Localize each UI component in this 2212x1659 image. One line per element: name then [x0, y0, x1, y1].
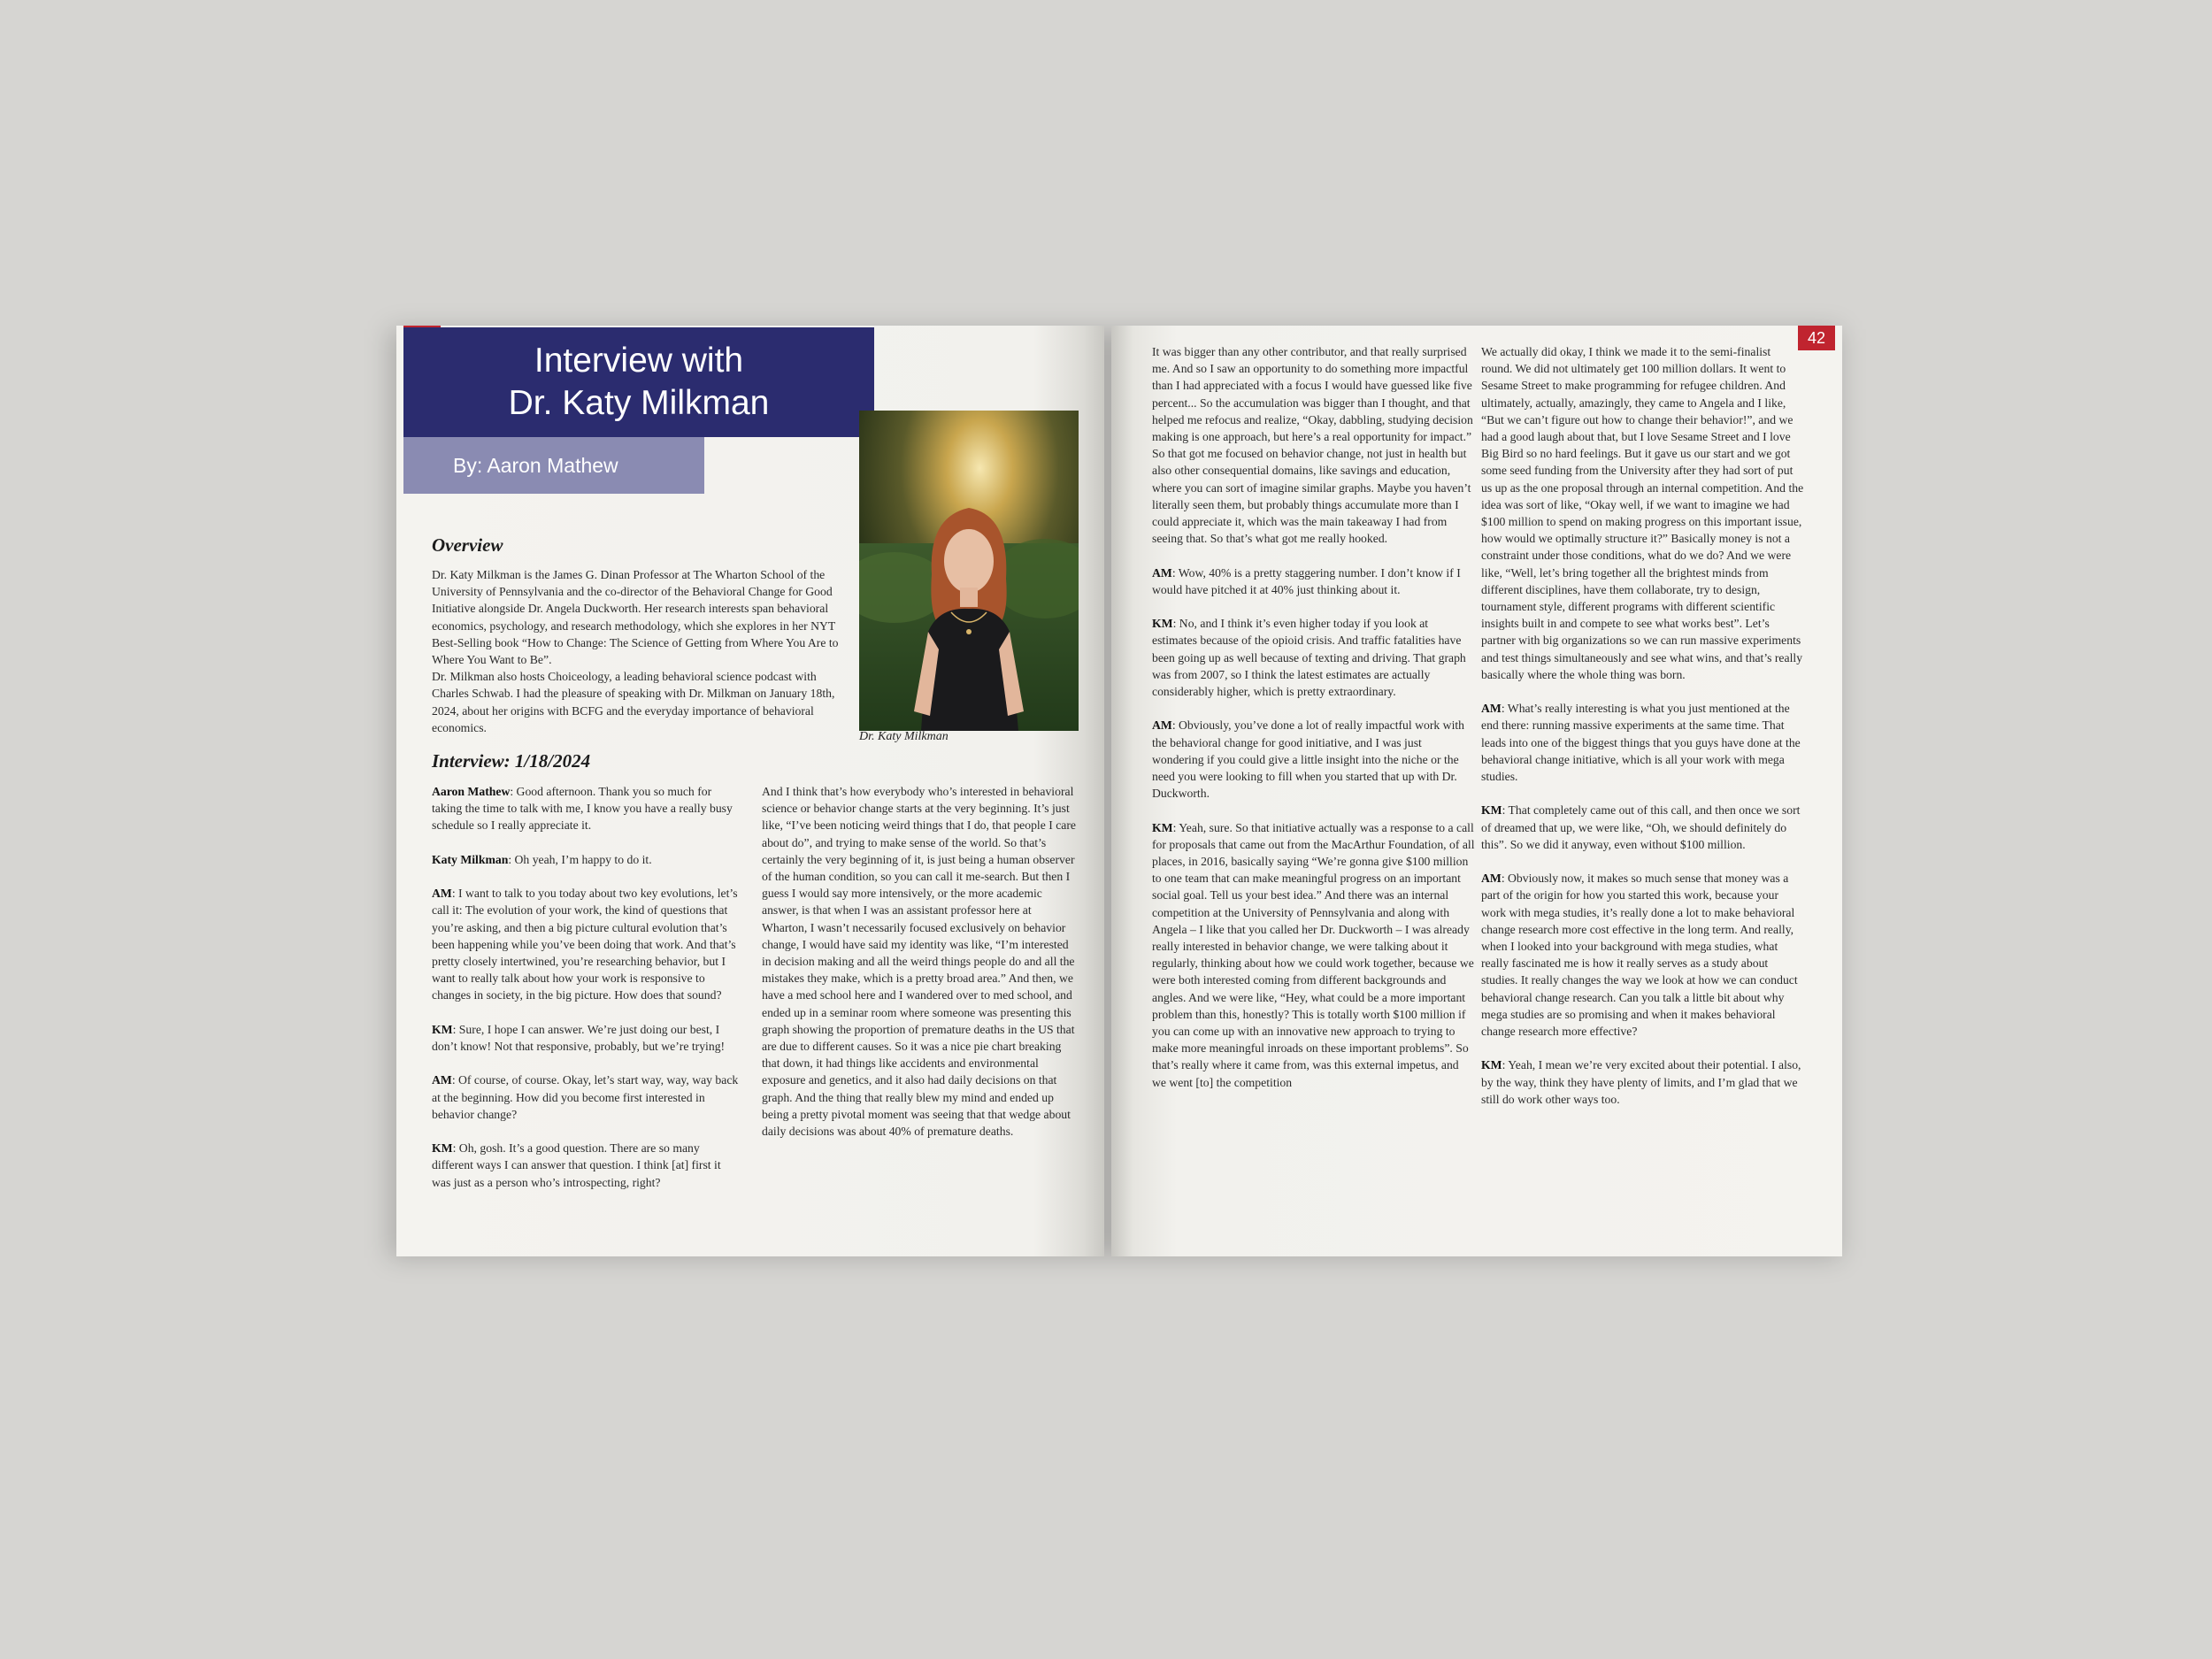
qa-paragraph: We actually did okay, I think we made it to the semi-finalist round. We did not ultimately get 100 million dollars. It went to Sesame Street to make programming for refugee children. And ultimately, actually, amazingly, they came to Angela and I like, “But we can’t figure out how to change their behavior!”, and we had a good laugh about that, but I love Sesame Street and I love Big Bird so no hard feelings. But it gave us our start and we got some seed funding from the University after they had sort of put us up as the one proposal through an internal competition. And the idea was sort of like, “Okay well, if we want to imagine we had $100 million to spend on making progress on this important issue, how would we optimally structure it?” Basically money is not a constraint under those conditions, what do we do? And we were like, “Well, let’s bring together all the brightest minds from different disciplines, have them collaborate, try to design, tournament style, different programs with different scientific insights built in and compete to see what works best”. Let’s partner with big organizations so we can run massive experiments and test things simultaneously and see what wins, and that’s really basically where the whole thing was born. — [1481, 345, 1804, 681]
qa-paragraph: It was bigger than any other contributor, and that really surprised me. And so I saw an opportunity to do something more impactful than I had appreciated with a focus I would have guessed like five percent... So the accumulation was bigger than I thought, and that helped me refocus and realize, “Okay, dabbling, studying decision making is one approach, but here’s a real opportunity for impact.” So that got me focused on behavior change, not just in health but also other consequential domains, like savings and education, where you can sort of imagine similar graphs. Maybe you haven’t literally seen them, but probably things accumulate more than I could appreciate it, which was the main takeaway I had from seeing that. So that’s what got me really hooked. — [1152, 345, 1473, 546]
qa-paragraph: Aaron Mathew: Good afternoon. Thank you so much for taking the time to talk with me, I know you have a really busy schedule so I really appreciate it. — [432, 785, 733, 833]
qa-paragraph: AM: What’s really interesting is what you just mentioned at the end there: running massive experiments at the same time. That leads into one of the biggest things that you guys have done at the behavioral change initiative, which is all your work with mega studies. — [1481, 702, 1801, 784]
overview-paragraph-1: Dr. Katy Milkman is the James G. Dinan Professor at The Wharton School of the University of Pennsylvania and the co-director of the Behavioral Change for Good Initiative alongside Dr. Angela Duckworth. Her research interests span behavioral economics, psychology, and research methodology, which she explores in her NYT Best-Selling book “How to Change: The Science of Getting from Where You Are to Where You Want to Be”. — [432, 568, 839, 667]
byline: By: Aaron Mathew — [403, 437, 704, 494]
left-column-2 — [762, 783, 1079, 1140]
qa-paragraph: AM: I want to talk to you today about two key evolutions, let’s call it: The evolution of your work, the kind of questions that you’re asking, and then a big picture cultural evolution that’s been happening while you’ve been doing that work. And that’s pretty closely intertwined, you’re researching behavior, but I want to really talk about how your work is responsive to changes in society, in the big picture. How does that sound? — [432, 887, 738, 1002]
qa-paragraph: KM: Yeah, I mean we’re very excited about their potential. I also, by the way, think they have plenty of limits, and I’m glad that we still do work other ways too. — [1481, 1058, 1801, 1106]
qa-paragraph: KM: Sure, I hope I can answer. We’re just doing our best, I don’t know! Not that responsive, probably, but we’re trying! — [432, 1022, 726, 1053]
qa-paragraph: AM: Of course, of course. Okay, let’s start way, way, way back at the beginning. How did you become first interested in behavior change? — [432, 1073, 739, 1121]
qa-paragraph: And I think that’s how everybody who’s interested in behavioral science or behavior change starts at the very beginning. It’s just like, “I’ve been noticing weird things that I do, that people I care about do”, and trying to make sense of the world. So that’s certainly the very beginning of it, is just being a human observer of the human condition, so you can call it me-search. But then I guess I would say more intensively, or the more academic answer, is that when I was an assistant professor here at Wharton, I wasn’t necessarily focused exclusively on behavior change, I would have said my identity was like, “I’m interested in decision making and all the weird things people do and all the mistakes they make, which is a pretty broad area.” And then, we have a med school here and I wandered over to med school, and ended up in a seminar room where someone was presenting this graph showing the proportion of premature deaths in the US that are due to different causes. So it was a nice pie chart breaking that down, it had things like accidents and environmental exposure and genetics, and it also had daily decisions on that graph. And the thing that really blew my mind and ended up being a pretty pivotal moment was seeing that that wedge about daily decisions was about 40% of premature deaths. — [762, 785, 1076, 1139]
left-page — [396, 326, 1104, 1256]
title-line-2: Dr. Katy Milkman — [508, 384, 770, 422]
qa-paragraph: KM: No, and I think it’s even higher today if you look at estimates because of the opioid crisis. And traffic fatalities have been going up as well because of texting and driving. That graph was from 2007, so I think the latest estimates are actually considerably higher, which is pretty extraordinary. — [1152, 617, 1466, 699]
right-page — [1111, 326, 1842, 1256]
right-column-2 — [1481, 343, 1804, 1125]
portrait-photo — [859, 411, 1079, 731]
title-line-1: Interview with — [534, 342, 744, 380]
article-title — [403, 327, 874, 437]
qa-paragraph: AM: Wow, 40% is a pretty staggering number. I don’t know if I would have pitched it at 40% just thinking about it. — [1152, 565, 1461, 596]
qa-paragraph: KM: That completely came out of this call, and then once we sort of dreamed that up, we were like, “Oh, we should definitely do this”. So we did it anyway, even without $100 million. — [1481, 803, 1801, 851]
photo-caption: Dr. Katy Milkman — [859, 730, 949, 743]
left-column-1 — [432, 783, 741, 1208]
qa-paragraph: AM: Obviously, you’ve done a lot of really impactful work with the behavioral change for good initiative, and I was just wondering if you could give a little insight into the niche or the need you were looking to fill when you started that up with Dr. Duckworth. — [1152, 718, 1465, 801]
portrait-illustration — [859, 411, 1079, 731]
page-number-right: 42 — [1798, 326, 1835, 350]
qa-paragraph: AM: Obviously now, it makes so much sense that money was a part of the origin for how you started this work, because your work with mega studies, it’s really done a lot to make behavioral change research more cost effective in the long term. And really, when I looked into your background with mega studies, what really fascinated me is how it really serves as a study about studies. It really changes the way we look at how we can conduct behavioral change research. Can you talk a little bit about why mega studies are so promising and when it makes behavioral change research more effective? — [1481, 872, 1798, 1039]
overview-paragraph-2: Dr. Milkman also hosts Choiceology, a leading behavioral science podcast with Charles Schwab. I had the pleasure of speaking with Dr. Milkman on January 18th, 2024, about her origins with BCFG and the everyday importance of behavioral economics. — [432, 670, 835, 734]
qa-paragraph: Katy Milkman: Oh yeah, I’m happy to do it. — [432, 852, 652, 866]
overview-text — [432, 566, 848, 736]
right-column-1 — [1152, 343, 1475, 1108]
qa-paragraph: KM: Oh, gosh. It’s a good question. There are so many different ways I can answer that question. I think [at] first it was just as a person who’s introspecting, right? — [432, 1141, 721, 1189]
overview-heading: Overview — [432, 534, 503, 556]
interview-heading: Interview: 1/18/2024 — [432, 750, 591, 772]
qa-paragraph: KM: Yeah, sure. So that initiative actually was a response to a call for proposals that came out from the MacArthur Foundation, of all places, in 2016, basically saying “We’re gonna give $100 million to one team that can make meaningful progress on an important social goal. Tell us your best idea.” And there was an internal competition at the University of Pennsylvania and along with Angela – I like that you called her Dr. Duckworth – I was already really interested in behavior change, we were talking about it regularly, thinking about how we could work together, because we were both interested coming from different backgrounds and angles. And we were like, “Hey, what could be a more important problem than this, honestly? This is totally worth $100 million if you can come up with an innovative new approach to trying to make more meaningful inroads on these important problems”. So that’s really where it came from, was this external impetus, and we went [to] the competition — [1152, 820, 1475, 1089]
